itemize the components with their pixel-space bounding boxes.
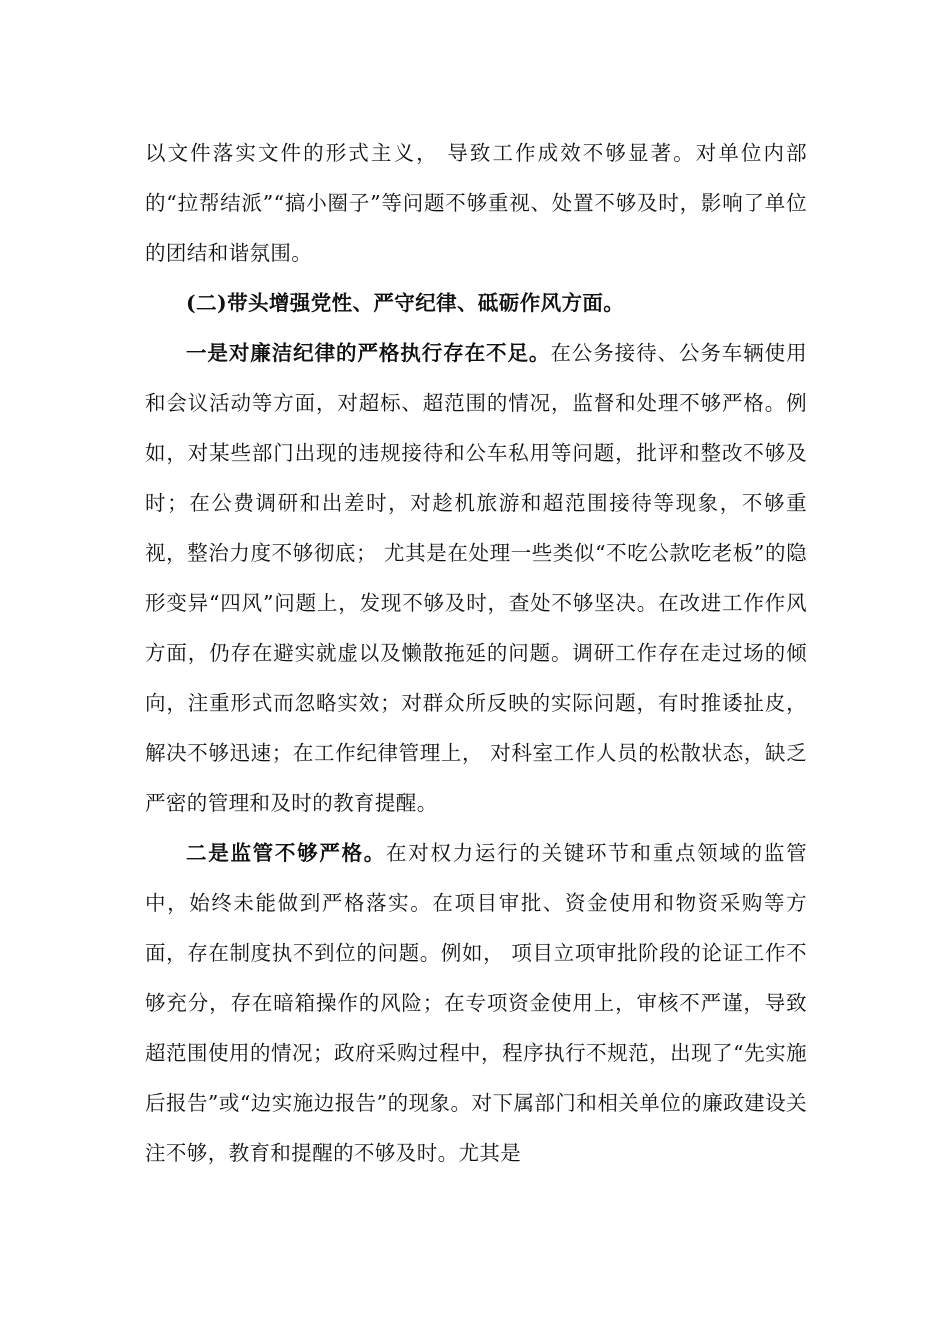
paragraph-body-1: 在公务接待、公务车辆使用和会议活动等方面，对超标、超范围的情况，监督和处理不够严格。例如，对某些部门出现的违规接待和公车私用等问题，批评和整改不够及时；在公费调研和出差时，对趁机旅游和超范围接待等现象，不够重视，整治力度不够彻底； 尤其是在处理一些类似“不吃公款吃老板”的隐形变异“四风”问题上，发现不够及时，查处不够坚决。在改进工作作风方面，仍存在避实就虚以及懒散拖延的问题。调研工作存在走过场的倾向，注重形式而忽略实效；对群众所反映的实际问题，有时推诿扯皮，解决不够迅速；在工作纪律管理上， 对科室工作人员的松散状态，缺乏严密的管理和及时的教育提醒。 (145, 341, 807, 815)
paragraph-lead-2: 二是监管不够严格。 (186, 841, 387, 865)
paragraph-lead-1: 一是对廉洁纪律的严格执行存在不足。 (186, 341, 551, 365)
document-body (145, 128, 807, 1178)
paragraph-integrity-discipline (145, 328, 807, 828)
paragraph-body-2: 在对权力运行的关键环节和重点领域的监管中，始终未能做到严格落实。在项目审批、资金使用和物资采购等方面，存在制度执不到位的问题。例如， 项目立项审批阶段的论证工作不够充分，存在暗箱操作的风险；在专项资金使用上，审核不严谨，导致超范围使用的情况；政府采购过程中，程序执行不规范，出现了“先实施后报告”或“边实施边报告”的现象。对下属部门和相关单位的廉政建设关注不够，教育和提醒的不够及时。尤其是 (145, 841, 807, 1165)
section-heading-2: (二)带头增强党性、严守纪律、砥砺作风方面。 (186, 291, 625, 315)
paragraph-supervision (145, 828, 807, 1178)
paragraph-formalism: 以文件落实文件的形式主义， 导致工作成效不够显著。对单位内部的“拉帮结派”“搞小圈子”等问题不够重视、处置不够及时，影响了单位的团结和谐氛围。 (145, 141, 807, 265)
